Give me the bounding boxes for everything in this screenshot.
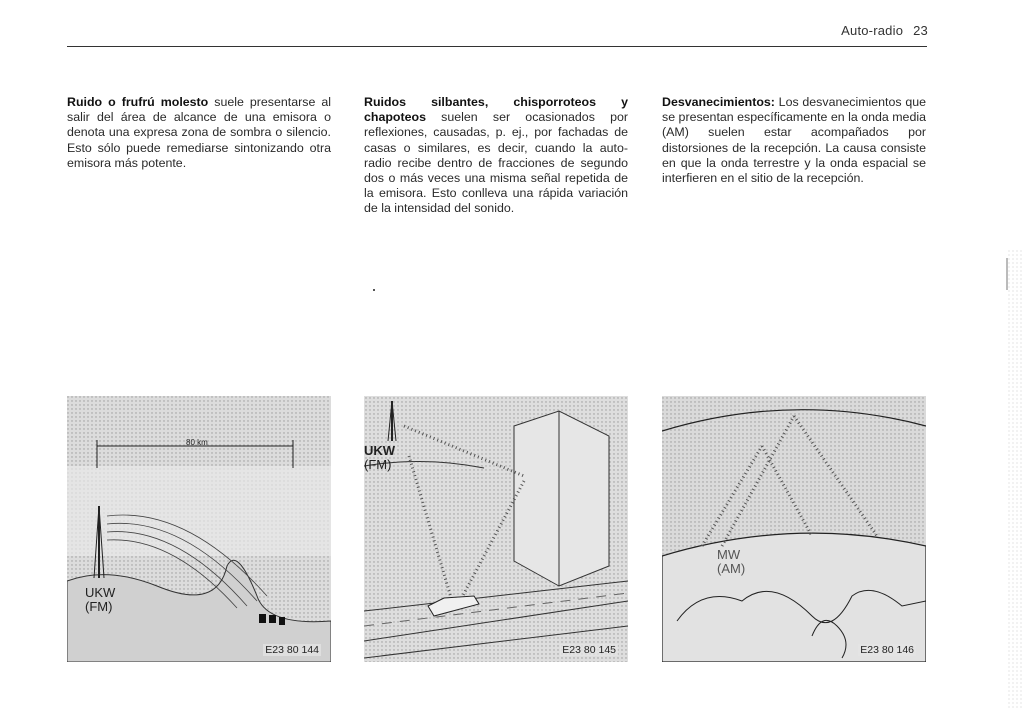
paragraph-noise	[67, 95, 331, 171]
header-rule	[67, 46, 927, 47]
paragraph-heading: Desvanecimientos:	[662, 95, 775, 109]
band-label	[717, 548, 745, 576]
band-type: (AM)	[717, 561, 746, 576]
reflections-illustration	[364, 396, 628, 662]
figure-code: E23 80 145	[562, 644, 616, 656]
band-label	[85, 586, 115, 614]
figure-reflections	[364, 396, 628, 662]
distance-label: 80 km	[186, 438, 208, 447]
band-name: MW	[717, 547, 741, 562]
band-name: UKW	[85, 585, 116, 600]
page-edge-shadow	[980, 250, 1024, 710]
band-name: UKW	[364, 443, 396, 458]
header-section: Auto-radio	[841, 23, 904, 38]
figure-shadow-zone	[67, 396, 331, 662]
paragraph-body: suele presentarse al salir del área de alcance de una emisora o denota una expresa zona de sombra o silencio. Esto sólo puede remediarse sintonizando otra emisora más potente.	[67, 95, 331, 170]
figure-code: E23 80 144	[265, 644, 319, 656]
paragraph-fading	[662, 95, 926, 186]
figure-code: E23 80 146	[860, 644, 914, 656]
band-type: (FM)	[85, 599, 113, 614]
speck	[373, 289, 375, 291]
paragraph-heading: Ruidos silbantes, chisporroteos y chapoteos	[364, 95, 628, 125]
paragraph-heading: Ruido o frufrú molesto	[67, 95, 209, 109]
figure-fading	[662, 396, 926, 662]
shadow-zone-illustration	[67, 396, 331, 662]
paragraph-body: Los desvanecimientos que se presentan específicamente en la onda media (AM) suelen estar acompañados por distorsiones de la recepción. La causa consiste en que la onda terrestre y la onda espacial se interfieren en el sitio de la recepción.	[662, 95, 926, 186]
page-number: 23	[913, 23, 928, 38]
paragraph-body: suelen ser ocasionados por reflexiones, causadas, p. ej., por fachadas de casas o similares, es decir, cuando la auto-radio recibe dentro de fracciones de segundo dos o más veces una misma señal repetida de la emisora. Esto conlleva una rápida variación de la intensidad del sonido.	[364, 110, 628, 216]
running-header	[841, 23, 928, 38]
band-type: (FM)	[364, 457, 392, 472]
paragraph-reflections	[364, 95, 628, 217]
band-label	[364, 444, 395, 472]
fading-illustration	[662, 396, 926, 662]
